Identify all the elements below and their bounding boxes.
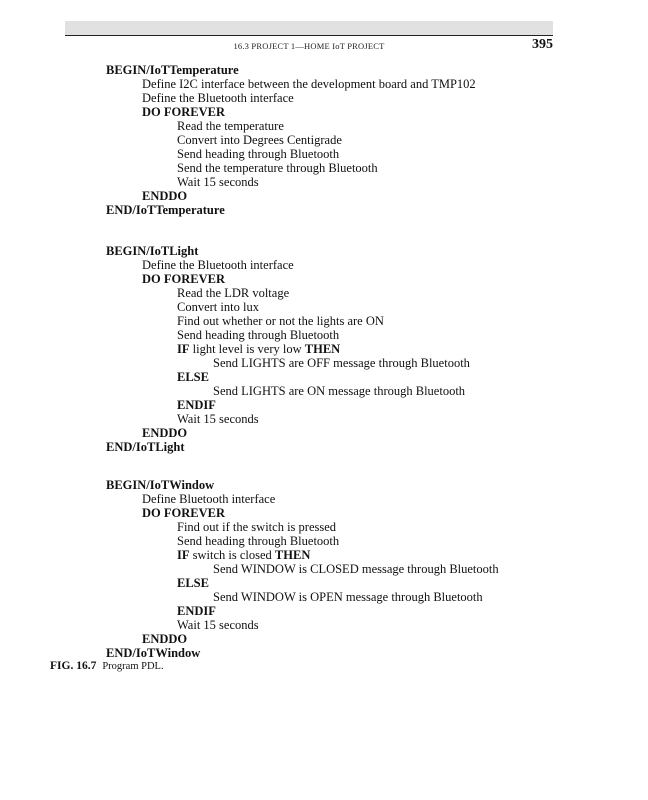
light-step-heading: Send heading through Bluetooth <box>177 328 340 342</box>
light-else-statement: Send LIGHTS are ON message through Bluetooth <box>213 384 466 398</box>
temperature-step-convert: Convert into Degrees Centigrade <box>177 133 342 147</box>
running-head: 16.3 PROJECT 1—HOME IoT PROJECT <box>233 41 385 51</box>
header-rule <box>65 35 553 36</box>
page-number: 395 <box>532 37 553 52</box>
light-endif: ENDIF <box>177 398 216 412</box>
window-if-keyword: IF <box>177 548 190 562</box>
light-else: ELSE <box>177 370 209 384</box>
light-step-wait: Wait 15 seconds <box>177 412 259 426</box>
window-if-condition: switch is closed <box>189 548 275 562</box>
header-band <box>65 21 553 35</box>
light-enddo: ENDDO <box>142 426 188 440</box>
window-begin: BEGIN/IoTWindow <box>106 478 215 492</box>
light-if-keyword: IF <box>177 342 190 356</box>
window-step-heading: Send heading through Bluetooth <box>177 534 340 548</box>
temperature-end: END/IoTTemperature <box>106 203 225 217</box>
window-define-bluetooth: Define Bluetooth interface <box>142 492 276 506</box>
temperature-step-send: Send the temperature through Bluetooth <box>177 161 378 175</box>
window-else-statement: Send WINDOW is OPEN message through Bluetooth <box>213 590 483 604</box>
window-enddo: ENDDO <box>142 632 188 646</box>
figure-title: Program PDL. <box>102 661 164 672</box>
window-do-forever: DO FOREVER <box>142 506 225 520</box>
window-then-keyword: THEN <box>274 548 311 562</box>
light-if-condition: light level is very low <box>189 342 305 356</box>
light-if-line <box>177 343 340 357</box>
window-if-line <box>177 549 310 563</box>
temperature-enddo: ENDDO <box>142 189 188 203</box>
light-begin: BEGIN/IoTLight <box>106 244 199 258</box>
light-end: END/IoTLight <box>106 440 185 454</box>
window-step-wait: Wait 15 seconds <box>177 618 259 632</box>
temperature-begin: BEGIN/IoTTemperature <box>106 63 239 77</box>
window-else: ELSE <box>177 576 209 590</box>
window-step-find: Find out if the switch is pressed <box>177 520 337 534</box>
light-then-keyword: THEN <box>304 342 341 356</box>
window-endif: ENDIF <box>177 604 216 618</box>
window-then-statement: Send WINDOW is CLOSED message through Bluetooth <box>213 562 499 576</box>
temperature-define-i2c: Define I2C interface between the development board and TMP102 <box>142 77 476 91</box>
light-define-bluetooth: Define the Bluetooth interface <box>142 258 294 272</box>
light-do-forever: DO FOREVER <box>142 272 225 286</box>
temperature-step-read: Read the temperature <box>177 119 284 133</box>
figure-caption <box>50 660 164 672</box>
light-step-read: Read the LDR voltage <box>177 286 290 300</box>
light-step-find: Find out whether or not the lights are ON <box>177 314 384 328</box>
light-step-convert: Convert into lux <box>177 300 259 314</box>
temperature-step-wait: Wait 15 seconds <box>177 175 259 189</box>
temperature-step-heading: Send heading through Bluetooth <box>177 147 340 161</box>
window-end: END/IoTWindow <box>106 646 201 660</box>
temperature-do-forever: DO FOREVER <box>142 105 225 119</box>
light-then-statement: Send LIGHTS are OFF message through Bluetooth <box>213 356 470 370</box>
figure-label: FIG. 16.7 <box>50 660 97 672</box>
temperature-define-bluetooth: Define the Bluetooth interface <box>142 91 294 105</box>
